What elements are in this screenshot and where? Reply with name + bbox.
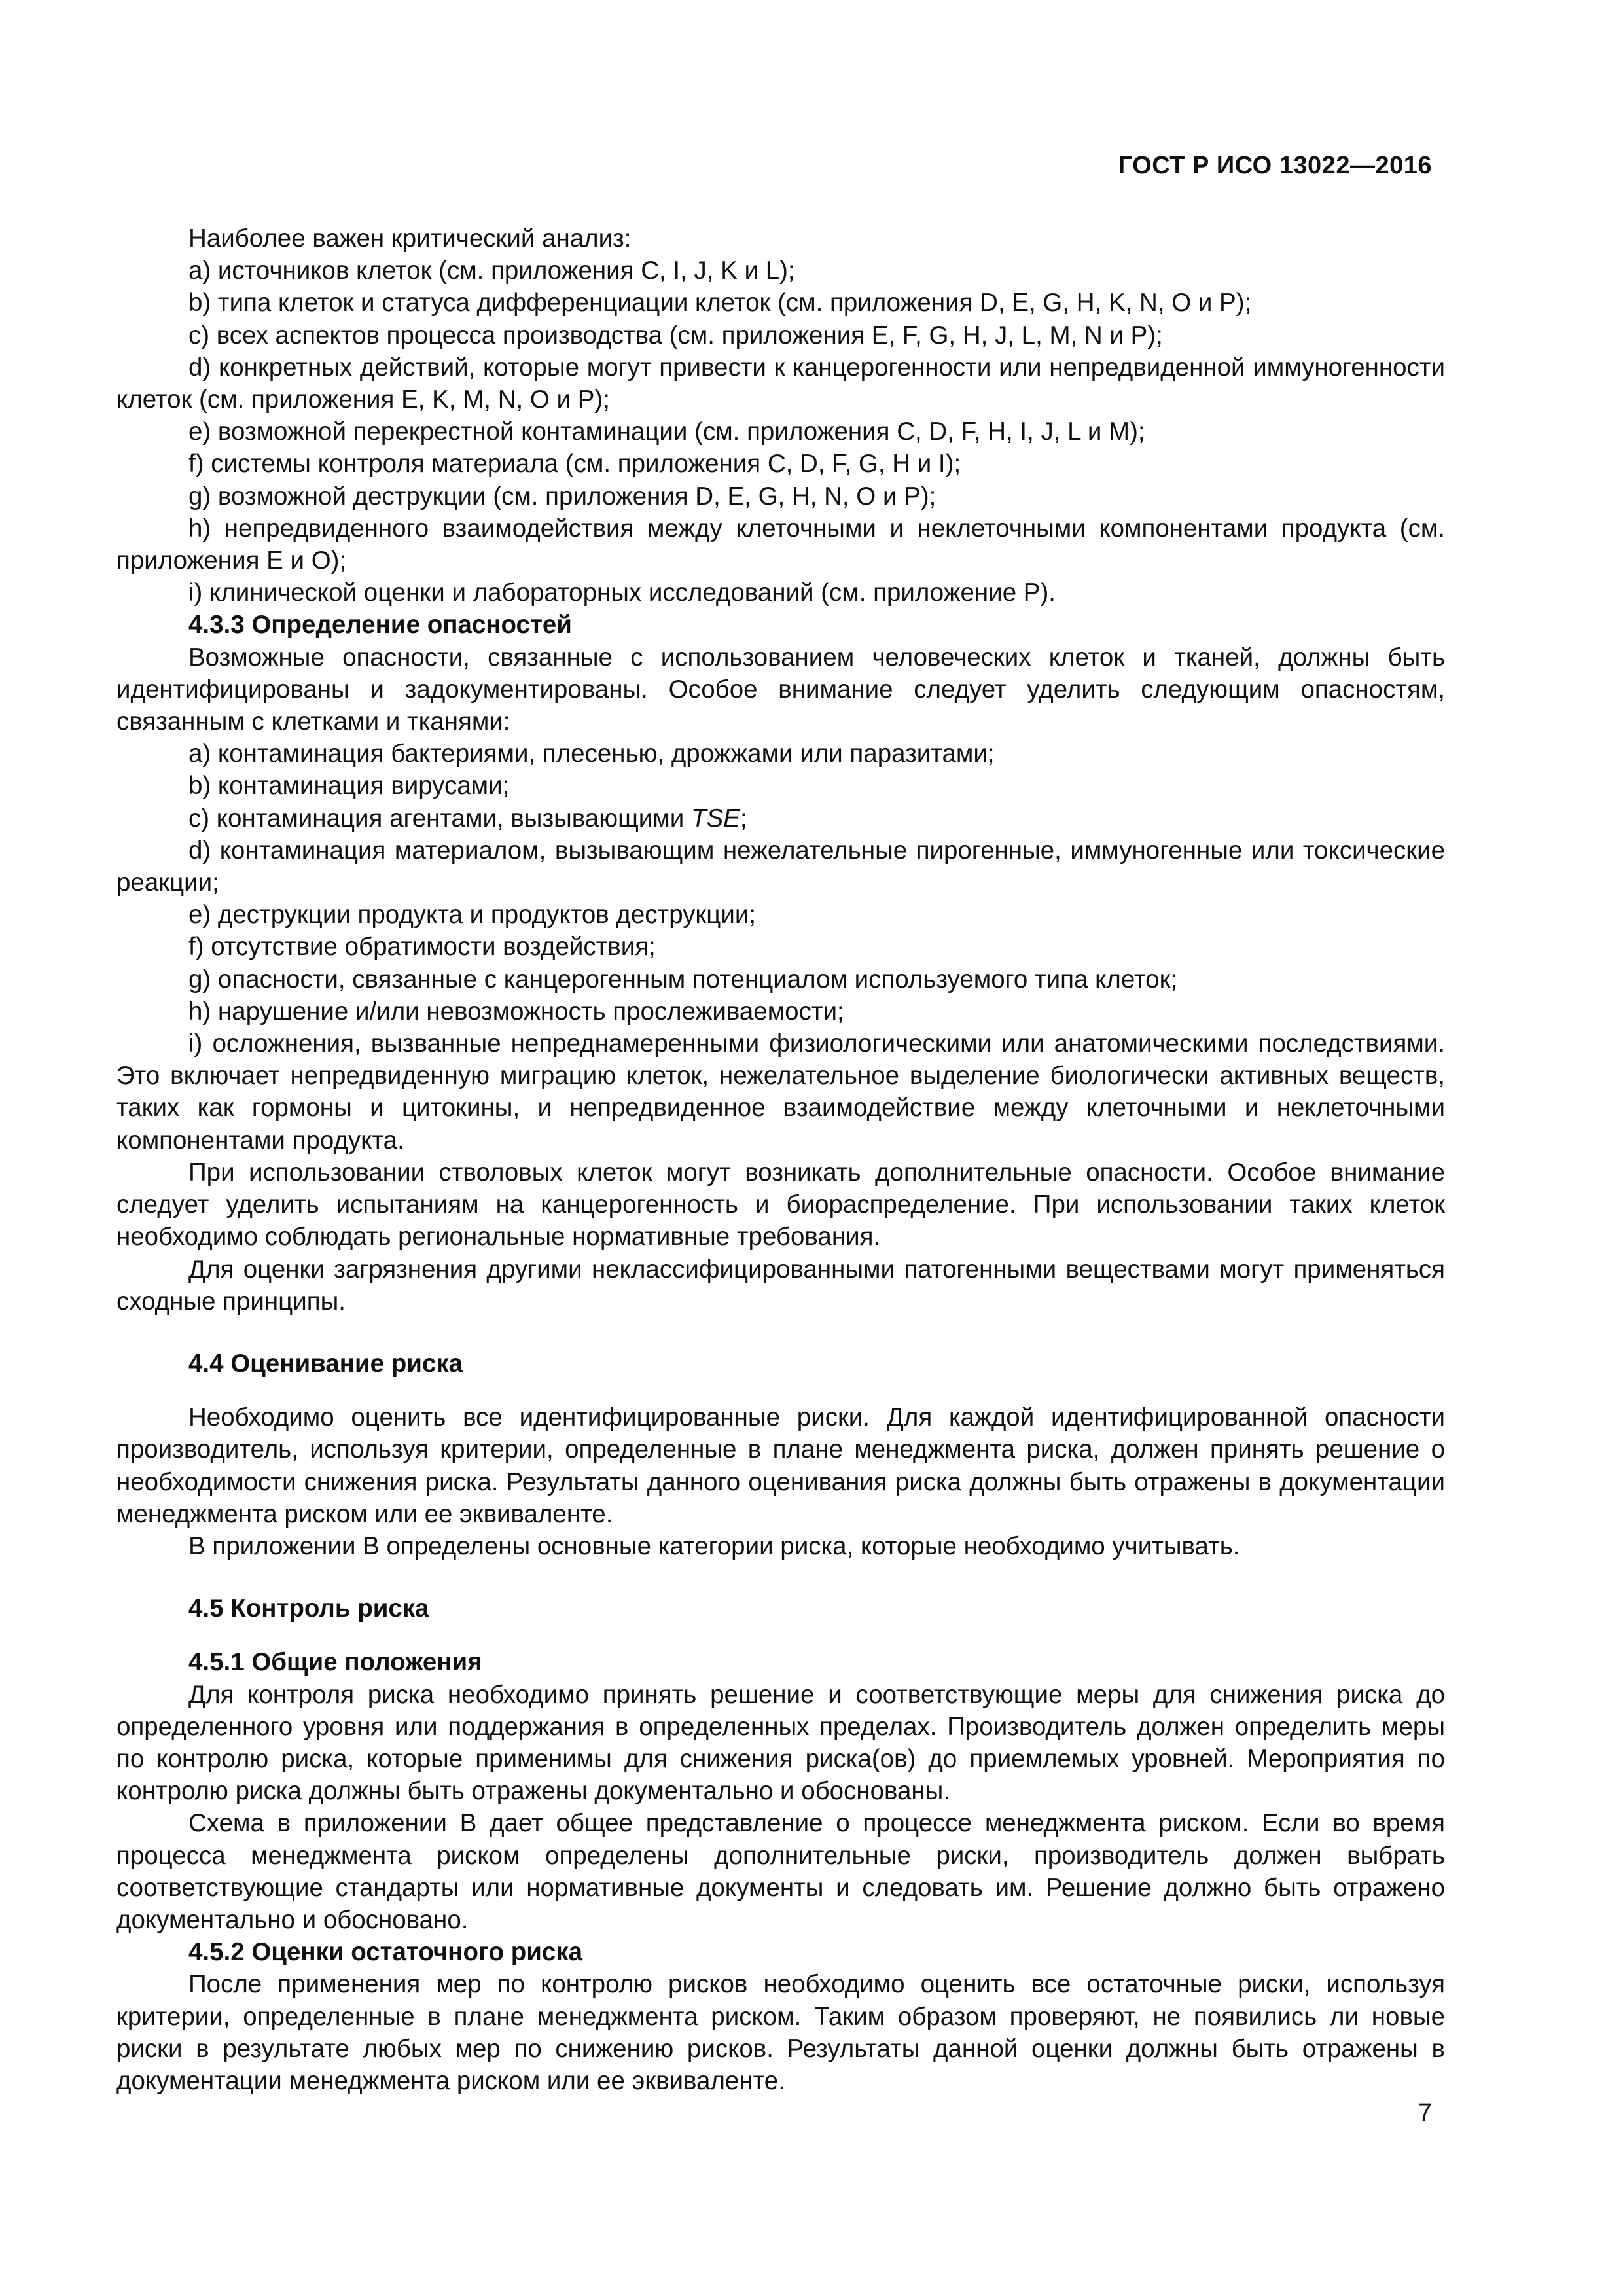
document-header-standard-id: ГОСТ Р ИСО 13022—2016 xyxy=(1118,152,1432,179)
section-4-3-3-heading: 4.3.3 Определение опасностей xyxy=(188,611,572,639)
analysis-item-c: c) всех аспектов процесса производства (см. приложения E, F, G, H, J, L, M, N и P); xyxy=(188,321,1163,350)
hazard-item-c xyxy=(116,802,1445,834)
risk-categories-paragraph: В приложении B определены основные категории риска, которые необходимо учитывать. xyxy=(188,1532,1240,1560)
risk-control-paragraph-2: Схема в приложении B дает общее представление о процессе менеджмента риском. Если во время процесса менеджмента риском определены дополнительные риски, производитель должен выбрать соответствующие стандарты или нормативные документы и следовать им. Решение должно быть отражено документально и обосновано. xyxy=(116,1809,1445,1934)
analysis-item-g: g) возможной деструкции (см. приложения D, E, G, H, N, O и P); xyxy=(188,482,936,511)
analysis-item-e: e) возможной перекрестной контаминации (см. приложения C, D, F, H, I, J, L и M); xyxy=(188,418,1145,446)
hazard-item-i: i) осложнения, вызванные непреднамеренными физиологическими или анатомическими последствиями. Это включает непредвиденную миграцию клеток, нежелательное выделение биологически активных веществ, таких как гормоны и цитокины, и непредвиденное взаимодействие между клеточными и неклеточными компонентами продукта. xyxy=(116,1030,1445,1155)
section-4-4-heading: 4.4 Оценивание риска xyxy=(188,1349,463,1378)
analysis-item-d: d) конкретных действий, которые могут привести к канцерогенности или непредвиденной иммуногенности клеток (см. приложения E, K, M, N, O и P); xyxy=(116,353,1445,414)
analysis-item-a: a) источников клеток (см. приложения C, I, J, K и L); xyxy=(188,257,795,285)
analysis-item-h: h) непредвиденного взаимодействия между клеточными и неклеточными компонентами продукта (см. приложения E и O); xyxy=(116,514,1445,575)
hazard-item-g: g) опасности, связанные с канцерогенным потенциалом используемого типа клеток; xyxy=(188,965,1178,994)
tse-term: TSE xyxy=(690,804,740,833)
other-pathogens-paragraph: Для оценки загрязнения другими неклассифицированными патогенными веществами могут применяться сходные принципы. xyxy=(116,1255,1445,1316)
analysis-item-f: f) системы контроля материала (см. приложения C, D, F, G, H и I); xyxy=(188,450,961,478)
section-4-5-2-heading: 4.5.2 Оценки остаточного риска xyxy=(188,1938,582,1967)
analysis-item-b: b) типа клеток и статуса дифференциации клеток (см. приложения D, E, G, H, K, N, O и P); xyxy=(188,289,1252,317)
hazards-intro: Возможные опасности, связанные с использованием человеческих клеток и тканей, должны быть идентифицированы и задокументированы. Особое внимание следует уделить следующим опасностям, связанным с клетками и тканями: xyxy=(116,643,1445,736)
section-4-5-1-heading: 4.5.1 Общие положения xyxy=(188,1648,482,1677)
hazard-item-c-end: ; xyxy=(740,804,747,833)
hazard-item-c-text: c) контаминация агентами, вызывающими xyxy=(188,804,691,833)
risk-evaluation-paragraph: Необходимо оценить все идентифицированные риски. Для каждой идентифицированной опасности производитель, используя критерии, определенные в плане менеджмента риска, должен принять решение о необходимости снижения риска. Результаты данного оценивания риска должны быть отражены в документации менеджмента риском или ее эквиваленте. xyxy=(116,1403,1445,1528)
analysis-item-i: i) клинической оценки и лабораторных исследований (см. приложение P). xyxy=(188,579,1056,607)
analysis-intro: Наиболее важен критический анализ: xyxy=(188,224,632,253)
page-content xyxy=(116,223,1445,2097)
stem-cells-paragraph: При использовании стволовых клеток могут возникать дополнительные опасности. Особое внимание следует уделить испытаниям на канцерогенность и биораспределение. При использовании таких клеток необходимо соблюдать региональные нормативные требования. xyxy=(116,1158,1445,1251)
page-number: 7 xyxy=(1418,2099,1432,2126)
residual-risk-paragraph: После применения мер по контролю рисков необходимо оценить все остаточные риски, используя критерии, определенные в плане менеджмента риском. Таким образом проверяют, не появились ли новые риски в результате любых мер по снижению рисков. Результаты данной оценки должны быть отражены в документации менеджмента риском или ее эквиваленте. xyxy=(116,1970,1445,2095)
hazard-item-a: a) контаминация бактериями, плесенью, дрожжами или паразитами; xyxy=(188,740,995,768)
section-4-5-heading: 4.5 Контроль риска xyxy=(188,1594,429,1623)
hazard-item-h: h) нарушение и/или невозможность прослеживаемости; xyxy=(188,997,844,1026)
hazard-item-b: b) контаминация вирусами; xyxy=(188,772,510,800)
hazard-item-f: f) отсутствие обратимости воздействия; xyxy=(188,933,656,961)
hazard-item-e: e) деструкции продукта и продуктов деструкции; xyxy=(188,901,757,929)
hazard-item-d: d) контаминация материалом, вызывающим нежелательные пирогенные, иммуногенные или токсические реакции; xyxy=(116,836,1445,897)
risk-control-paragraph-1: Для контроля риска необходимо принять решение и соответствующие меры для снижения риска до определенного уровня или поддержания в определенных пределах. Производитель должен определить меры по контролю риска, которые применимы для снижения риска(ов) до приемлемых уровней. Мероприятия по контролю риска должны быть отражены документально и обоснованы. xyxy=(116,1680,1445,1806)
